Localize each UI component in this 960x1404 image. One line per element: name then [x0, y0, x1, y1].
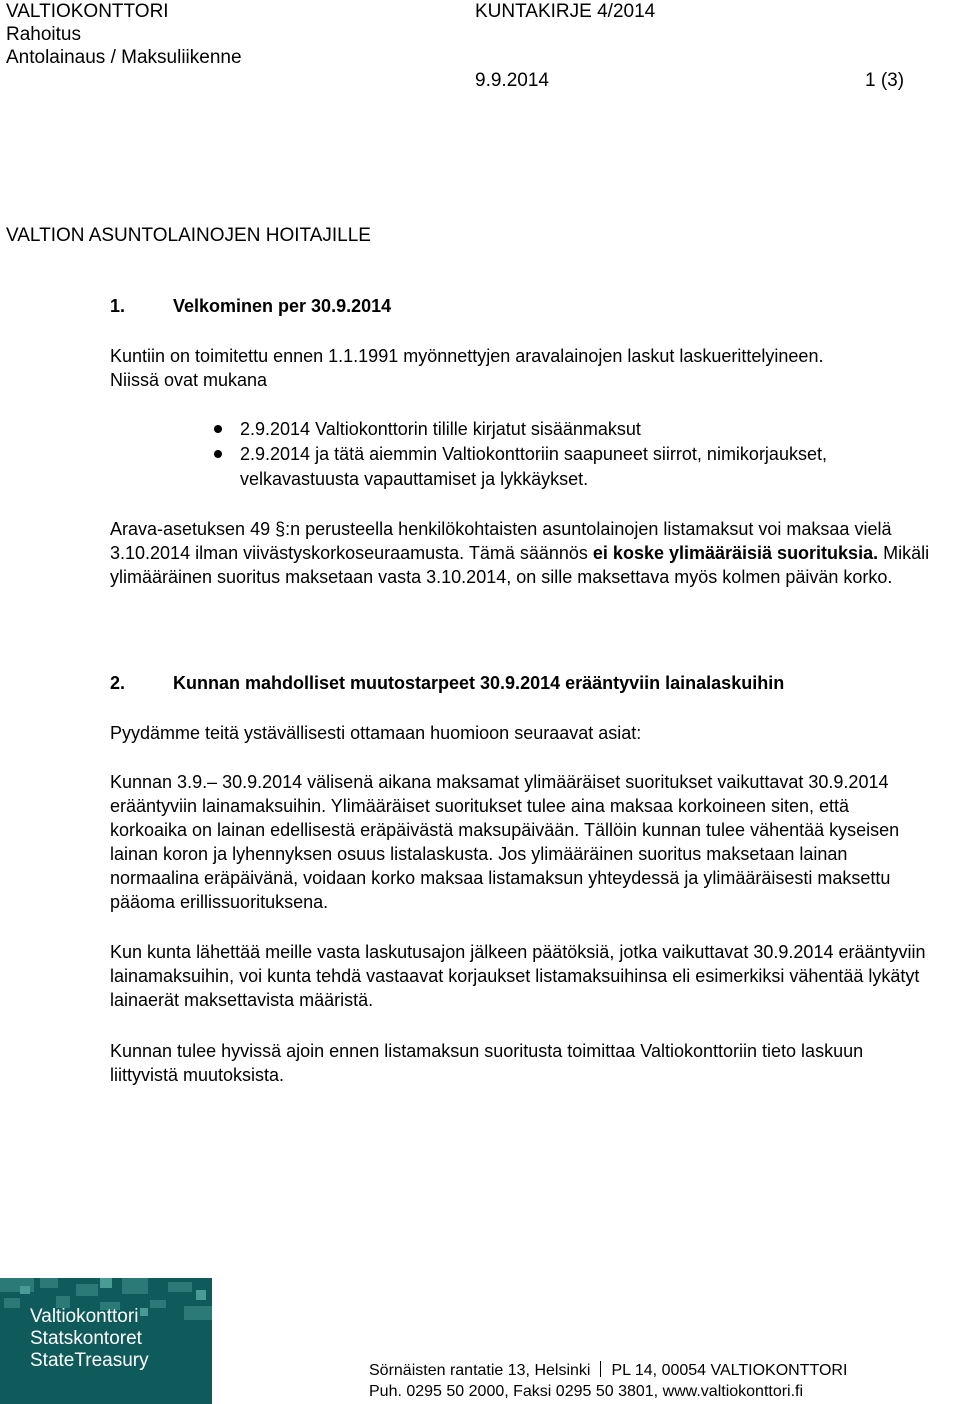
- page-title: VALTION ASUNTOLAINOJEN HOITAJILLE: [6, 225, 371, 246]
- header-date: 9.9.2014: [475, 70, 549, 91]
- header-page-number: 1 (3): [865, 70, 905, 91]
- footer-address: Sörnäisten rantatie 13, Helsinki: [369, 1362, 591, 1379]
- section-1-intro-line-1: Kuntiin on toimitettu ennen 1.1.1991 myönnettyjen aravalainojen laskut laskuerittelyineen.: [110, 346, 824, 366]
- section-sign: §: [275, 519, 286, 539]
- logo-text-en: StateTreasury: [30, 1350, 149, 1371]
- section-1-paragraph-2: Arava-asetuksen 49 §:n perusteella henkilökohtaisten asuntolainojen listamaksut voi maksaa vielä 3.10.2014 ilman viivästyskorkoseuraamusta. Tämä säännös ei koske ylimääräisiä suorituksia. Mikäli ylimääräinen suoritus maksetaan vasta 3.10.2014, on sille maksettava myös kolmen päivän korko.: [110, 519, 930, 587]
- section-1-heading: Velkominen per 30.9.2014: [173, 296, 392, 316]
- footer-contact: Puh. 0295 50 2000, Faksi 0295 50 3801, www.valtiokonttori.fi: [369, 1383, 804, 1400]
- section-1-number: 1.: [110, 296, 126, 316]
- bullet-item-2-line-2: velkavastuusta vapauttamiset ja lykkäykset.: [240, 469, 589, 489]
- section-2-paragraph-1: Pyydämme teitä ystävällisesti ottamaan huomioon seuraavat asiat:: [110, 723, 642, 743]
- header-org: VALTIOKONTTORI: [6, 1, 169, 22]
- bullet-icon: [214, 425, 222, 433]
- section-2-number: 2.: [110, 673, 126, 693]
- section-2-heading: Kunnan mahdolliset muutostarpeet 30.9.2014 erääntyviin lainalaskuihin: [173, 673, 785, 693]
- header-doc-type: KUNTAKIRJE 4/2014: [475, 1, 656, 22]
- section-2-paragraph-4: Kunnan tulee hyvissä ajoin ennen listamaksun suoritusta toimittaa Valtiokonttoriin tieto laskuun liittyvistä muutoksista.: [110, 1041, 864, 1085]
- valtiokonttori-logo: [0, 1278, 212, 1404]
- footer-separator: [600, 1361, 601, 1377]
- bullet-icon: [214, 450, 222, 458]
- section-2-paragraph-2: Kunnan 3.9.– 30.9.2014 välisenä aikana maksamat ylimääräiset suoritukset vaikuttavat 30.9.2014 erääntyviin lainamaksuihin. Ylimääräiset suoritukset tulee aina maksaa korkoineen siten, että korkoaika on lainan edellisestä eräpäivästä maksupäivään. Tällöin kunnan tulee vähentää kyseisen lainan koron ja lyhennyksen osuus listalaskusta. Jos ylimääräinen suoritus maksetaan lainan normaalina eräpäivänä, voidaan korko maksaa listamaksun yhteydessä ja ylimääräisesti maksettu pääoma erillissuorituksena.: [110, 772, 900, 912]
- emphasis-text: ei koske ylimääräisiä suorituksia.: [592, 543, 879, 563]
- logo-text-fi: Valtiokonttori: [30, 1306, 139, 1327]
- footer-address-line: [369, 1361, 847, 1379]
- bullet-item-2-line-1: 2.9.2014 ja tätä aiemmin Valtiokonttoriin saapuneet siirrot, nimikorjaukset,: [240, 444, 827, 464]
- logo-text-sv: Statskontoret: [30, 1328, 142, 1349]
- footer-po-box: PL 14, 00054 VALTIOKONTTORI: [611, 1362, 848, 1379]
- section-1-intro-line-2: Niissä ovat mukana: [110, 370, 268, 390]
- bullet-item-1: 2.9.2014 Valtiokonttorin tilille kirjatut sisäänmaksut: [240, 419, 641, 439]
- header-unit: Antolainaus / Maksuliikenne: [6, 47, 242, 68]
- header-dept: Rahoitus: [6, 24, 81, 45]
- section-2-paragraph-3: Kun kunta lähettää meille vasta laskutusajon jälkeen päätöksiä, jotka vaikuttavat 30.9.2014 erääntyviin lainamaksuihin, voi kunta tehdä vastaavat korjaukset listamaksuihinsa eli esimerkiksi vähentää lykätyt lainaerät maksettavista määristä.: [110, 942, 926, 1010]
